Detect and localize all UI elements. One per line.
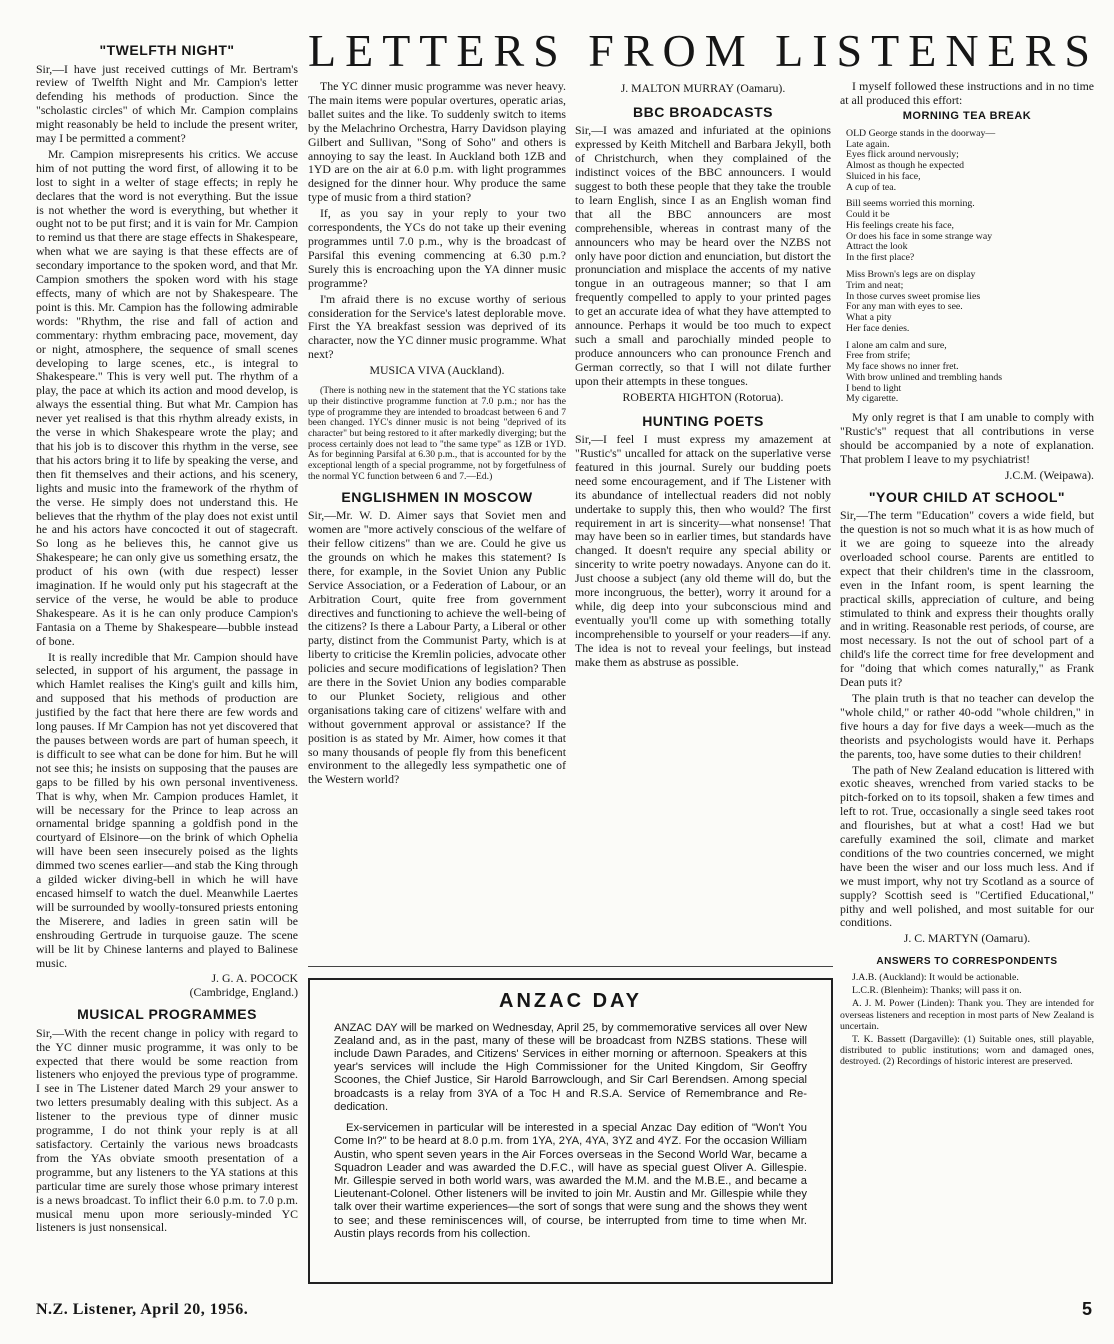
- anzac-paragraph: ANZAC DAY will be marked on Wednesday, April 25, by commemorative services all over New Zealand and, as in the past, many of these will be broadcast from NZBS stations. These will include Dawn Parades, and Citizens' Services in either morning or afternoon. Speakers at this year's services will include the High Commissioner for the United Kingdom, Sir Geoffry Scoones, the Chief Justice, Sir Harold Barrowclough, and Sir Carl Berendsen. Among special broadcasts is a relay from 3YA of a Toc H and R.S.A. Service of Remembrance and Re-dedication.: [334, 1021, 807, 1113]
- letter-heading-your-child-at-school: "YOUR CHILD AT SCHOOL": [868, 488, 1066, 505]
- divider-rule: [308, 966, 833, 967]
- letter-signature: J. G. A. POCOCK: [211, 971, 298, 986]
- footer-publication-date: N.Z. Listener, April 20, 1956.: [36, 1301, 249, 1318]
- letter-heading-twelfth-night: "TWELFTH NIGHT": [99, 42, 235, 58]
- letter-paragraph: My only regret is that I am unable to comply with "Rustic's" request that all contributions in verse should be accompanied by a note of explanation. That problem I leave to my psychiatrist!: [840, 410, 1094, 466]
- letter-paragraph: It is really incredible that Mr. Campion should have selected, in support of his argument, the passage in which Hamlet realises the King's guilt and kills him, and supposed that his methods of production are justified by the fact that here there are few words and long pauses. If Mr Campion has not yet discovered that the pauses between words are part of human speech, it is difficult to see what can be done for him. But he will not see this; he insists on supposing that the pauses are gaps to be filled by his own personal inventiveness. That is why, when Mr. Campion produces Hamlet, it will be necessary for the Prince to leap across an ornamental bridge spanning a goldfish pond in the courtyard of Elsinore—on the brink of which Ophelia will have been seen insecurely poised as the lights dimmed two scenes earlier—and stab the King through a gilded wicker diving-bell in which he will have encased himself to watch the duel. Meanwhile Laertes will be surrounded by woolly-tonsured priests entoning the Miserere, and ladies in green satin will be enshrouding Gertrude in turquoise gauze. The scene will be lit by Chinese lanterns and played to Balinese music.: [36, 649, 298, 970]
- letter-paragraph: I'm afraid there is no excuse worthy of serious consideration for the Service's latest deplorable move. First the YA breakfast session was deprived of its character, now the YC dinner music programme. What next?: [308, 291, 566, 362]
- letter-heading-musical-programmes: MUSICAL PROGRAMMES: [77, 1006, 257, 1023]
- answer-item: A. J. M. Power (Linden): Thank you. They are intended for overseas listeners and reception in most parts of New Zealand is uncertain.: [840, 998, 1094, 1032]
- poem: [846, 129, 1094, 405]
- poem-stanza: Miss Brown's legs are on display Trim and neat; In those curves sweet promise lies For any man with eyes to see. What a pity Her face denies.: [846, 268, 981, 334]
- letter-paragraph: Sir,—With the recent change in policy with regard to the YC dinner music programme, it was only to be expected that there would be some reaction from listeners who enjoyed the previous type of programme. I see in The Listener dated March 29 your answer to two letters presumably dealing with this subject. As a listener to the previous type of dinner music programme, I do not think your reply is at all satisfactory. Certainly the various news broadcasts from the YAs obviate smooth presentation of a programme, but any listeners to the YA stations at this particular time are surely those whose primary interest is a news broadcast. To inflict their 6.0 p.m. to 7.0 p.m. musical menu upon more seriously-minded YC listeners is just nonsensical.: [36, 1025, 298, 1235]
- answers-heading: ANSWERS TO CORRESPONDENTS: [876, 956, 1058, 968]
- letter-signature: J. C. MARTYN (Oamaru).: [903, 931, 1031, 946]
- letter-paragraph: Sir,—Mr. W. D. Aimer says that Soviet men and women are "more actively conscious of the welfare of their fellow citizens" than we are. Could he give us the grounds on which he makes this statement? Is there, for example, in the Soviet Union any Public Service Association, or a Federation of Labour, or an Arbitration Court, quite free from government directives and functioning to achieve the well-being of the citizens? Is there a Labour Party, a Liberal or other party, distinct from the Communist Party, which is at liberty to criticise the Kremlin policies, advocate other policies and secure modifications of legislation? Then are there in the Soviet Union any bodies comparable to our Plunket Society, religious and other organisations taking care of citizens' welfare with and without government approval or assistance? If the position is as stated by Mr. Aimer, how comes it that so many thousands of people fly from this beneficent environment to the allegedly less sympathetic one of the Western world?: [308, 508, 566, 787]
- letter-location: (Cambridge, England.): [189, 985, 298, 1000]
- letter-paragraph: The plain truth is that no teacher can develop the "whole child," or rather 40-odd "whole children," in five hours a day for five days a week—much as the theorists and psychologists would have it. Perhaps the parents, too, have some duties to their children!: [840, 690, 1094, 761]
- answer-item: J.A.B. (Auckland): It would be actionable.: [852, 972, 1019, 984]
- letter-paragraph: Mr. Campion misrepresents his critics. We accuse him of not putting the word first, of allowing it to be lost to sight in a welter of stage effects; in reply he declares that the word is not everything. But the issue is not whether the word is everything, but whether it ought not to be put first; and it is vain for Mr. Campion to remind us that there are stage effects in Shakespeare, when what we are saying is that these effects are of secondary importance to the spoken word, and that Mr. Campion smothers the spoken word with his stage effects, many of which are not by Shakespeare. The point is this. Mr. Campion has the following admirable words: "Rhythm, the rise and fall of action and commentary: rhythm embracing pace, movement, day or night, atmosphere, the sequence of small scenes developing to large scenes, etc., is integral to Shakespeare." This is very well put. The rhythm of a play, the pace at which its action and mood develop, is always the essential thing. But what Mr. Campion has never yet realised is that this rhythm already exists, in the verse in which Shakespeare wrote the play; and that his job is to discover this rhythm in the verse, see that his actors bring it to life by speaking the verse, and then fit themselves and their actions, and his scenery, lights and music into the framework of the rhythm of the verse. He simply does not understand this. He believes that the rhythm of the play does not exist until he and his actors have concocted it out of stagecraft. So long as he believes this, he cannot give us Shakespeare; he can only give us something ersatz, the product of his own (with due respect) lesser imagination. If he would only put his stagecraft at the service of the verse, he would be able to produce Shakespeare. As it is he can only produce Campion's Fantasia on a Theme by Shakespeare—bubble instead of bone.: [36, 146, 298, 648]
- poem-title: MORNING TEA BREAK: [902, 109, 1032, 122]
- answer-item: L.C.R. (Blenheim): Thanks; will pass it on.: [852, 985, 1022, 997]
- column-2: [308, 80, 566, 789]
- poem-stanza: Bill seems worried this morning. Could it be His feelings create his face, Or does his face in some strange way Attract the look In the first place?: [846, 198, 993, 264]
- answer-item: T. K. Bassett (Dargaville): (1) Suitable ones, still playable, distributed to public institutions; worn and damaged ones, destroyed. (2) Recordings of historic interest are preserved.: [840, 1033, 1094, 1068]
- letter-paragraph: I myself followed these instructions and in no time at all produced this effort:: [840, 79, 1094, 107]
- column-4: [840, 80, 1094, 1069]
- letter-paragraph: The YC dinner music programme was never heavy. The main items were popular overtures, operatic arias, ballet suites and the like. To suddenly switch to items by the Melachrino Orchestra, Harry Davidson playing Gilbert and Sullivan, "Song of Soho" and others is annoying to say the least. In Auckland both 1ZB and 1YD are on the air at 6.0 p.m. with light programmes designed for the dinner hour. Why produce the same type of music from a third station?: [308, 79, 566, 205]
- letter-signature: ROBERTA HIGHTON (Rotorua).: [622, 389, 784, 404]
- anzac-paragraph: Ex-servicemen in particular will be interested in a special Anzac Day edition of "Won't You Come In?" to be heard at 8.0 p.m. from 1YA, 2YA, 4YA, 3YZ and 4YZ. For the occasion William Austin, who spent seven years in the Air Forces overseas in the Second World War, became a Squadron Leader and was awarded the D.F.C., will have as special guest Oliver A. Gillespie. Mr. Gillespie served in both world wars, was awarded the M.M. and the M.B.E., and became a Lieutenant-Colonel. Other listeners will be invited to join Mr. Austin and Mr. Gillespie while they talk over their wartime experiences—the sort of songs that were sung and the shows they went to see; and these reminiscences will, of course, be interrupted from time to time when Mr. Austin plays records from his collection.: [334, 1122, 807, 1240]
- letter-paragraph: Sir,—I have just received cuttings of Mr. Bertram's review of Twelfth Night and Mr. Campion's letter defending his methods of production. Since the "scholastic circles" of which Mr. Campion complains might reasonably be held to include the present writer, may I be permitted a comment?: [36, 61, 298, 146]
- letter-signature: J. MALTON MURRAY (Oamaru).: [620, 81, 786, 95]
- editor-note: (There is nothing new in the statement that the YC stations take up their distinctive programme function at 7.0 p.m.; nor has the type of programme they are intended to broadcast between 6 and 7 been changed. 1YC's dinner music is not being "deprived of its character" but being restored to it after markedly diverging; but the process certainly does not lead to "the same type" as 1ZB or 1YD. As for beginning Parsifal at 6.30 p.m., that is accounted for by the exceptional length of a special programme, not by forgetfulness of the normal YC function between 6 and 7.—Ed.): [308, 385, 566, 482]
- anzac-day-box: [308, 978, 833, 1284]
- column-1: [36, 36, 298, 1237]
- letter-signature: J.C.M. (Weipawa).: [1004, 467, 1094, 482]
- poem-stanza: I alone am calm and sure, Free from strife; My face shows no inner fret. With brow unlined and trembling hands I bend to light My cigarette.: [846, 339, 1003, 405]
- anzac-day-heading: ANZAC DAY: [499, 990, 642, 1012]
- letter-paragraph: Sir,—I feel I must express my amazement at "Rustic's" uncalled for attack on the superlative verse featured in this journal. Surely our budding poets need some encouragement, and if The Listener with its abundance of intellectual readers did not nobly undertake to supply this, then who would? The first requirement in art is sincerity—what nonsense! That may have been so in earlier times, but standards have changed. It doesn't require any special ability or sincerity to write poetry nowadays. Anyone can do it. Just choose a subject (any old theme will do, but the more incongruous, the better), worry it around for a while, dig deep into your subconscious mind and eventually you'll come up with something totally incomprehensible to yourself or your readers—if any. The idea is not to reveal your feelings, but instead make them as abstruse as possible.: [575, 432, 831, 669]
- letter-paragraph: The path of New Zealand education is littered with exotic sheaves, wrenched from varied stacks to be pitch-forked on to its topsoil, shaken a few times and left to rot. True, occasionally a single seed takes root and flourishes, but at what a cost! Had we but carefully examined the soil, climate and market conditions of the two countries concerned, we might have been the wiser and our loss much less. And if we must import, why not try Scotland as a source of supply? Scottish seed is "Certified Educational," pithy and well polished, and most suitable for our conditions.: [840, 762, 1094, 930]
- letter-heading-englishmen-in-moscow: ENGLISHMEN IN MOSCOW: [341, 488, 533, 505]
- letter-heading-bbc-broadcasts: BBC BROADCASTS: [633, 103, 773, 120]
- letter-heading-hunting-poets: HUNTING POETS: [642, 412, 764, 429]
- letter-paragraph: Sir,—I was amazed and infuriated at the opinions expressed by Keith Mitchell and Barbara Jekyll, both of Christchurch, when they complained of the indistinct voices of the BBC announcers. I would suggest to both these people that they take the trouble to learn English, since I as an English woman find that all the BBC announcers are most comprehensible, whereas in contrast many of the announcers who may be heard over the NZBS not only have poor diction and enunciation, but distort the pronunciation and misplace the accents of my native tongue in an outrageous manner; so that I am frequently compelled to apply to your printed pages to get an accurate idea of what they have attempted to announce. Perhaps it would be too much to expect such a small and parochially minded people to produce announcers who can pronounce French and German correctly, so that I will not dilate further upon their attempts in these tongues.: [575, 123, 831, 388]
- letter-paragraph: If, as you say in your reply to your two correspondents, the YCs do not take up their evening programmes until 7.0 p.m., why is the broadcast of Parsifal this evening commencing at 6.30 p.m.? Surely this is encroaching upon the YA dinner music programme?: [308, 206, 566, 290]
- page-number: 5: [1081, 1299, 1092, 1319]
- letter-paragraph: Sir,—The term "Education" covers a wide field, but the question is not so much what it is as how much of it we are going to squeeze into the already overloaded school course. Parents are entitled to expect that their children's time in the classroom, even in the Infant room, is spent learning the practical skills, appreciation of culture, and being stimulated to think and express their thoughts orally and in writing. Reasonable rest periods, of course, are most necessary. Is not the out of school part of a child's life the correct time for free development and for "doing that which comes naturally," as Frank Dean puts it?: [840, 508, 1094, 690]
- letter-signature: MUSICA VIVA (Auckland).: [369, 363, 505, 378]
- page-masthead: LETTERS FROM LISTENERS: [308, 25, 1099, 76]
- column-3: [575, 80, 831, 671]
- poem-stanza: OLD George stands in the doorway— Late again. Eyes flick around nervously; Almost as though he expected Sluiced in his face, A cup of tea.: [846, 127, 996, 193]
